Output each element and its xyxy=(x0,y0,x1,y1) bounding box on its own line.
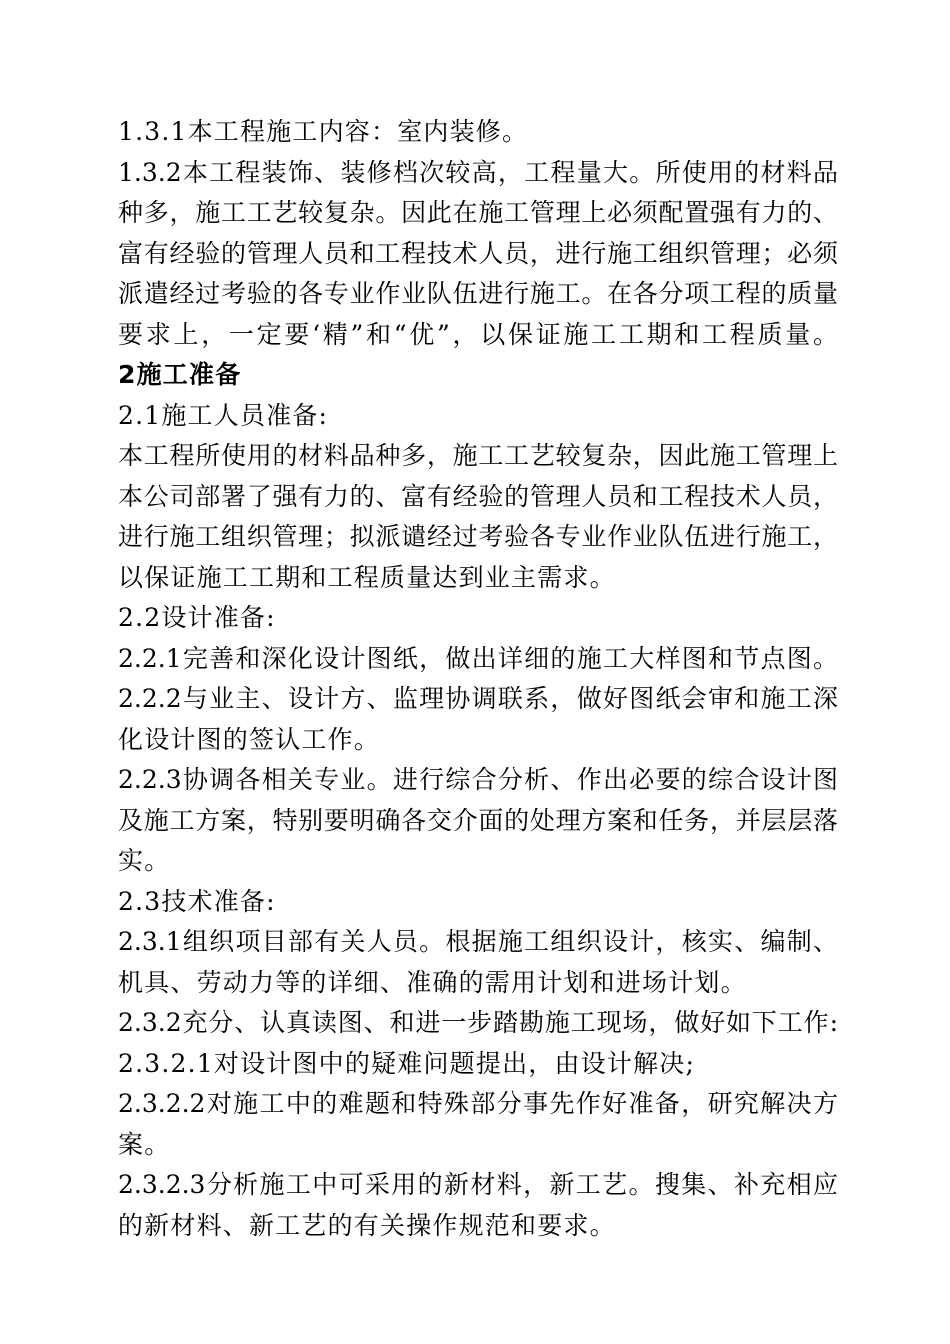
text-line: 2.3.2充分、认真读图、和进一步踏勘施工现场，做好如下工作: xyxy=(118,1008,838,1037)
text-line: 案。 xyxy=(118,1129,171,1159)
text-line: 1.3.1本工程施工内容：室内装修。 xyxy=(118,117,529,146)
text-line: 2.2.1完善和深化设计图纸，做出详细的施工大样图和节点图。 xyxy=(118,643,838,673)
text-line: 2.2.2与业主、设计方、监理协调联系，做好图纸会审和施工深 xyxy=(118,684,838,713)
text-line: 2.3.2.1对设计图中的疑难问题提出，由设计解决; xyxy=(118,1048,696,1078)
text-line: 派遣经过考验的各专业作业队伍进行施工。在各分项工程的质量 xyxy=(118,279,838,308)
text-line: 要求上，一定要‘精”和“优”，以保证施工工期和工程质量。 xyxy=(118,319,838,349)
text-line: 种多，施工工艺较复杂。因此在施工管理上必须配置强有力的、 xyxy=(118,198,838,227)
text-line: 本公司部署了强有力的、富有经验的管理人员和工程技术人员， xyxy=(118,481,838,511)
text-line: 实。 xyxy=(118,846,171,875)
text-line: 的新材料、新工艺的有关操作规范和要求。 xyxy=(118,1210,616,1240)
text-line: 以保证施工工期和工程质量达到业主需求。 xyxy=(118,562,616,592)
section-heading: 2施工准备 xyxy=(118,360,242,389)
text-line: 机具、劳动力等的详细、准确的需用计划和进场计划。 xyxy=(118,967,747,997)
text-line: 及施工方案，特别要明确各交介面的处理方案和任务，并层层落 xyxy=(118,805,838,835)
text-line: 2.3技术准备: xyxy=(118,886,276,916)
text-line: 2.3.2.2对施工中的难题和特殊部分事先作好准备，研究解决方 xyxy=(118,1089,838,1118)
text-line: 化设计图的签认工作。 xyxy=(118,724,381,754)
text-line: 2.3.2.3分析施工中可采用的新材料，新工艺。搜集、补充相应 xyxy=(118,1170,838,1199)
text-line: 2.1施工人员准备: xyxy=(118,400,329,430)
document-body xyxy=(118,112,838,1246)
text-line: 2.3.1组织项目部有关人员。根据施工组织设计，核实、编制、 xyxy=(118,927,838,956)
text-line: 2.2设计准备: xyxy=(118,603,276,632)
text-line: 本工程所使用的材料品种多，施工工艺较复杂，因此施工管理上 xyxy=(118,441,838,470)
text-line: 1.3.2本工程装饰、装修档次较高，工程量大。所使用的材料品 xyxy=(118,157,838,187)
text-line: 进行施工组织管理；拟派谴经过考验各专业作业队伍进行施工， xyxy=(118,522,838,551)
text-line: 2.2.3协调各相关专业。进行综合分析、作出必要的综合设计图 xyxy=(118,765,838,794)
text-line: 富有经验的管理人员和工程技术人员，进行施工组织管理；必须 xyxy=(118,238,838,268)
